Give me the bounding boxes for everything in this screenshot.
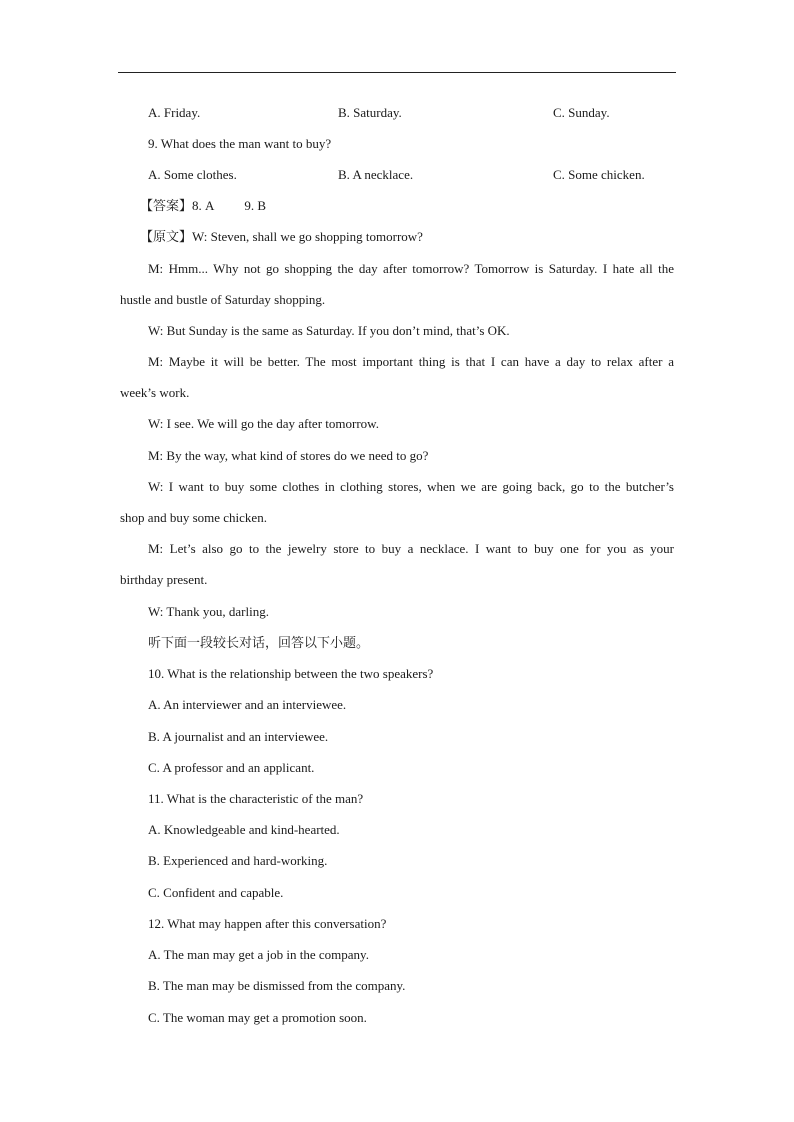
q8-option-a: A. Friday.: [148, 105, 201, 120]
q12-question: 12. What may happen after this conversation?: [148, 916, 387, 931]
transcript-line-1b: hustle and bustle of Saturday shopping.: [120, 292, 326, 307]
transcript-line-8: W: Thank you, darling.: [148, 604, 269, 619]
answer-second: 9. B: [244, 198, 267, 213]
q12-option-a: A. The man may get a job in the company.: [148, 947, 369, 962]
q9-option-a: A. Some clothes.: [148, 167, 237, 182]
q9-option-b: B. A necklace.: [338, 167, 414, 182]
transcript-line-4: W: I see. We will go the day after tomorrow.: [148, 416, 379, 431]
answer-label: 【答案】8. A: [140, 198, 215, 213]
header-rule: [118, 72, 676, 73]
q11-option-a: A. Knowledgeable and kind-hearted.: [148, 822, 340, 837]
transcript-line-3b: week’s work.: [120, 385, 190, 400]
q11-option-b: B. Experienced and hard-working.: [148, 853, 328, 868]
transcript-line-2: W: But Sunday is the same as Saturday. If you don’t mind, that’s OK.: [148, 323, 510, 338]
q8-option-b: B. Saturday.: [338, 105, 402, 120]
q11-question: 11. What is the characteristic of the man?: [148, 791, 364, 806]
transcript-line-5: M: By the way, what kind of stores do we need to go?: [148, 448, 429, 463]
q9-option-c: C. Some chicken.: [553, 167, 645, 182]
transcript-line-6b: shop and buy some chicken.: [120, 510, 267, 525]
transcript-line-6a: W: I want to buy some clothes in clothing stores, when we are going back, go to the butcher’s: [148, 479, 674, 494]
q10-option-a: A. An interviewer and an interviewee.: [148, 697, 347, 712]
q10-question: 10. What is the relationship between the two speakers?: [148, 666, 434, 681]
transcript-label: 【原文】W: Steven, shall we go shopping tomorrow?: [140, 229, 423, 244]
q11-option-c: C. Confident and capable.: [148, 885, 284, 900]
q8-option-c: C. Sunday.: [553, 105, 610, 120]
transcript-line-7a: M: Let’s also go to the jewelry store to buy a necklace. I want to buy one for you as your: [148, 541, 674, 556]
transcript-line-7b: birthday present.: [120, 572, 208, 587]
section-instruction: 听下面一段较长对话，回答以下小题。: [148, 635, 370, 650]
answer-line: [140, 198, 266, 214]
q10-option-b: B. A journalist and an interviewee.: [148, 729, 329, 744]
q12-option-c: C. The woman may get a promotion soon.: [148, 1010, 367, 1025]
q10-option-c: C. A professor and an applicant.: [148, 760, 315, 775]
transcript-line-3a: M: Maybe it will be better. The most important thing is that I can have a day to relax after a: [148, 354, 674, 369]
q12-option-b: B. The man may be dismissed from the company.: [148, 978, 406, 993]
transcript-line-1a: M: Hmm... Why not go shopping the day after tomorrow? Tomorrow is Saturday. I hate all the: [148, 261, 674, 276]
q9-question: 9. What does the man want to buy?: [148, 136, 332, 151]
